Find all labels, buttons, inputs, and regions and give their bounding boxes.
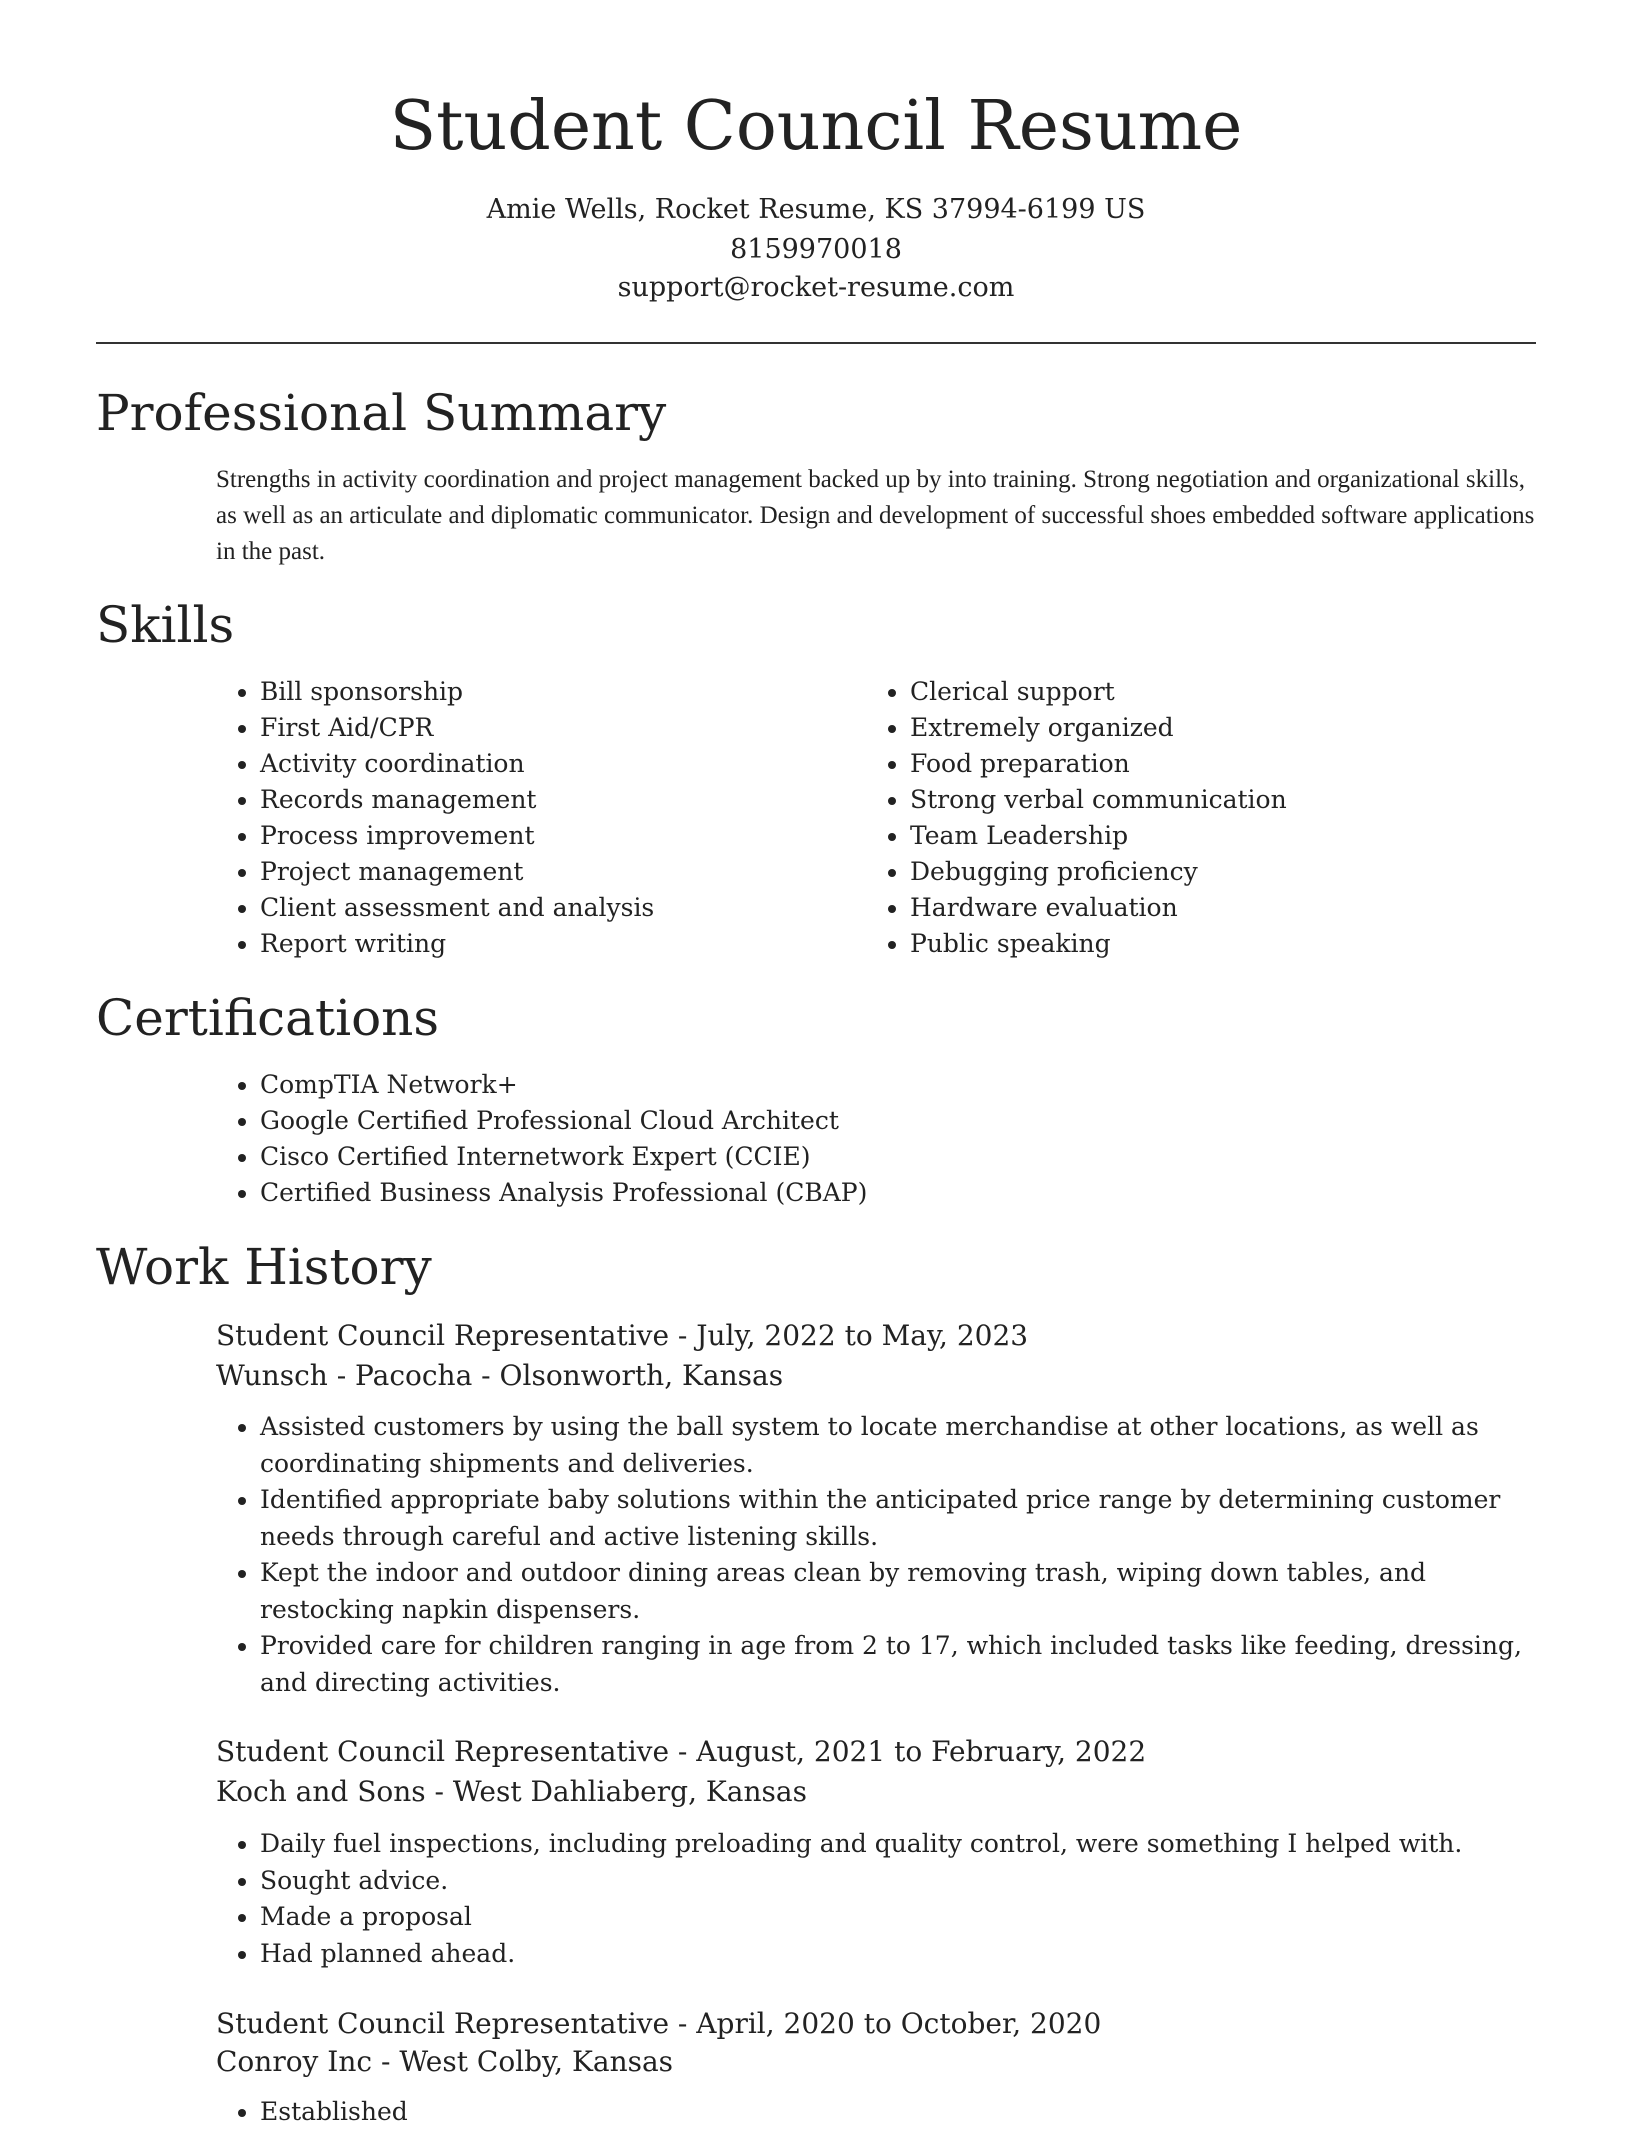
job-bullets: [216, 1409, 1560, 1701]
job-bullet: • Provided care for children ranging in age from 2 to 17, which included tasks like feeding, dressing, and directing activities.: [260, 1628, 1560, 1701]
job-bullet: • Daily fuel inspections, including preloading and quality control, were something I helped with.: [260, 1826, 1560, 1863]
skill-item: • Debugging proficiency: [910, 854, 1287, 890]
skill-item: • Project management: [260, 854, 654, 890]
certification-item: • CompTIA Network+: [260, 1067, 867, 1103]
skill-item: • First Aid/CPR: [260, 710, 654, 746]
job-title-line: Student Council Representative - April, 2020 to October, 2020: [216, 2007, 1102, 2040]
certification-item: • Google Certified Professional Cloud Architect: [260, 1103, 867, 1139]
job-bullet: • Kept the indoor and outdoor dining areas clean by removing trash, wiping down tables, and restocking napkin dispensers.: [260, 1555, 1560, 1628]
job-bullet: • Established: [260, 2094, 1560, 2131]
certification-item: • Cisco Certified Internetwork Expert (CCIE): [260, 1139, 867, 1175]
job-bullet: • Sought advice.: [260, 1863, 1560, 1900]
skill-item: • Public speaking: [910, 926, 1287, 962]
job-employer-line: Wunsch - Pacocha - Olsonworth, Kansas: [216, 1359, 784, 1392]
certifications-heading: Certifications: [96, 989, 440, 1047]
skill-item: • Extremely organized: [910, 710, 1287, 746]
skill-item: • Report writing: [260, 926, 654, 962]
job-bullet: • Had planned ahead.: [260, 1936, 1560, 1973]
resume-title: Student Council Resume: [389, 87, 1243, 166]
skill-item: • Hardware evaluation: [910, 890, 1287, 926]
job-bullets: [216, 1826, 1560, 1972]
skill-item: • Team Leadership: [910, 818, 1287, 854]
skill-item: • Process improvement: [260, 818, 654, 854]
skills-list-left: [216, 674, 654, 962]
job-title-line: Student Council Representative - July, 2022 to May, 2023: [216, 1319, 1029, 1352]
job-bullets: [216, 2094, 1560, 2131]
summary-heading: Professional Summary: [96, 384, 667, 442]
job-employer-line: Conroy Inc - West Colby, Kansas: [216, 2045, 674, 2078]
contact-phone: 8159970018: [730, 234, 902, 265]
skill-item: • Records management: [260, 782, 654, 818]
header-divider: [96, 342, 1536, 344]
skill-item: • Activity coordination: [260, 746, 654, 782]
job-bullet: • Made a proposal: [260, 1899, 1560, 1936]
skills-list-right: [866, 674, 1287, 962]
contact-address: Amie Wells, Rocket Resume, KS 37994-6199 US: [486, 194, 1146, 225]
job-employer-line: Koch and Sons - West Dahliaberg, Kansas: [216, 1775, 807, 1808]
job-bullet: • Assisted customers by using the ball system to locate merchandise at other locations, as well as coordinating shipments and deliveries.: [260, 1409, 1560, 1482]
skill-item: • Food preparation: [910, 746, 1287, 782]
skill-item: • Client assessment and analysis: [260, 890, 654, 926]
summary-text: Strengths in activity coordination and project management backed up by into training. Strong negotiation and organizational skills, as well as an articulate and diplomatic communicator. Design and development of successful shoes embedded software applications in the past.: [216, 466, 1535, 565]
skill-item: • Strong verbal communication: [910, 782, 1287, 818]
job-title-line: Student Council Representative - August, 2021 to February, 2022: [216, 1735, 1147, 1768]
skill-item: • Bill sponsorship: [260, 674, 654, 710]
work-history-heading: Work History: [96, 1238, 432, 1296]
certifications-list: [216, 1067, 867, 1211]
contact-email: support@rocket-resume.com: [617, 272, 1015, 303]
job-bullet: • Identified appropriate baby solutions within the anticipated price range by determining customer needs through careful and active listening skills.: [260, 1482, 1560, 1555]
certification-item: • Certified Business Analysis Professional (CBAP): [260, 1175, 867, 1211]
skill-item: • Clerical support: [910, 674, 1287, 710]
skills-heading: Skills: [96, 596, 235, 654]
